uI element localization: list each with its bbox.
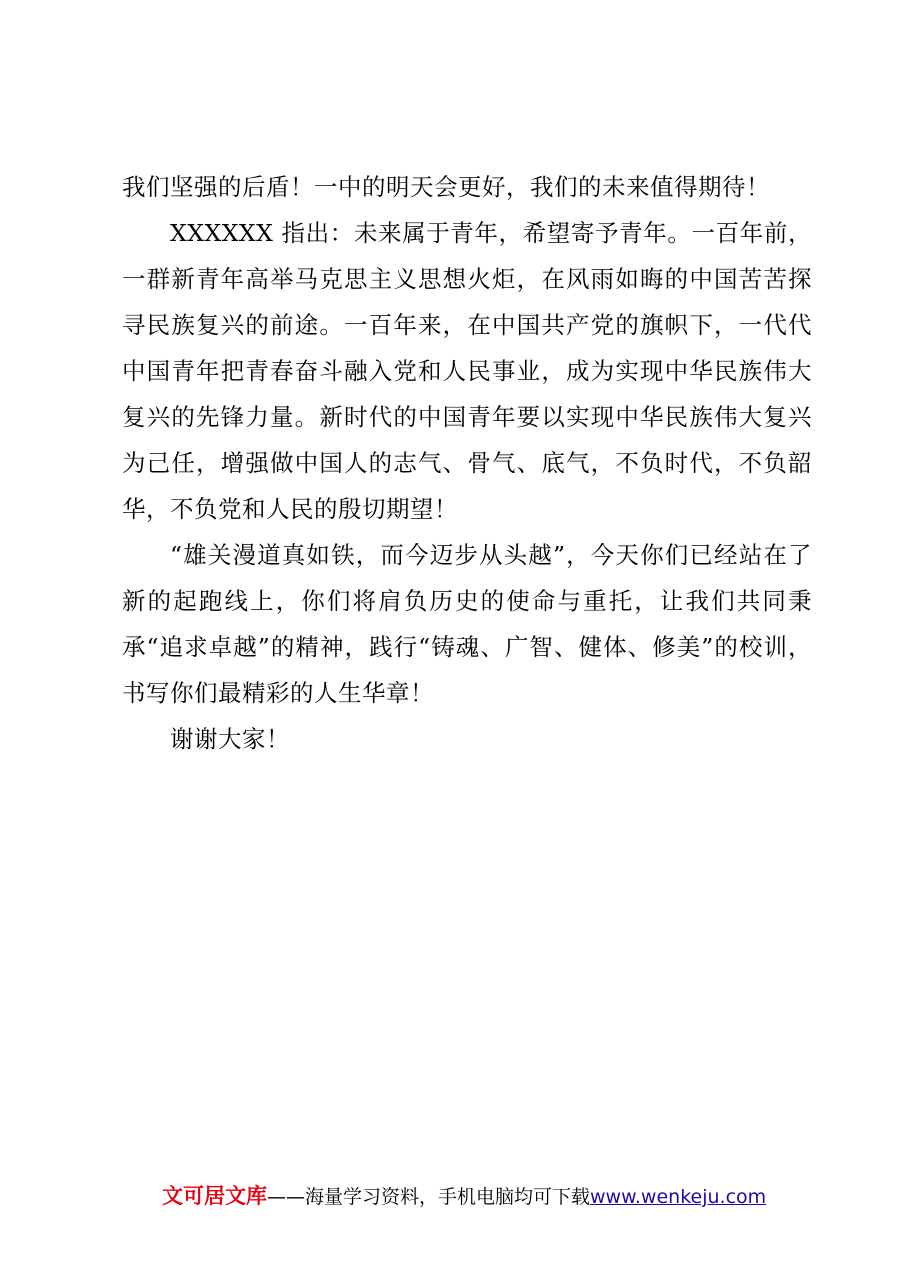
paragraph-motto: “雄关漫道真如铁，而今迈步从头越”，今天你们已经站在了新的起跑线上，你们将肩负历史的使命与重托，让我们共同秉承“追求卓越”的精神，践行“铸魂、广智、健体、修美”的校训，书写你们最精彩的人生华章！ [122, 541, 812, 707]
footer-dash: —— [267, 1186, 305, 1208]
paragraph-youth-quote: XXXXXX 指出：未来属于青年，希望寄予青年。一百年前，一群新青年高举马克思主义思想火炬，在风雨如晦的中国苦苦探寻民族复兴的前途。一百年来，在中国共产党的旗帜下，一代代中国青年把青春奋斗融入党和人民事业，成为实现中华民族伟大复兴的先锋力量。新时代的中国青年要以实现中华民族伟大复兴为己任，增强做中国人的志气、骨气、底气，不负时代，不负韶华，不负党和人民的殷切期望！ [122, 219, 812, 523]
footer-tagline: 海量学习资料，手机电脑均可下载 [305, 1186, 591, 1208]
footer-url-link[interactable]: www.wenkeju.com [590, 1186, 767, 1208]
paragraph-continuation: 我们坚强的后盾！一中的明天会更好，我们的未来值得期待！ [122, 173, 770, 201]
footer-watermark [162, 1181, 862, 1212]
footer-brand: 文可居文库 [162, 1184, 267, 1208]
document-body [122, 164, 812, 762]
paragraph-thanks: 谢谢大家！ [170, 725, 290, 753]
